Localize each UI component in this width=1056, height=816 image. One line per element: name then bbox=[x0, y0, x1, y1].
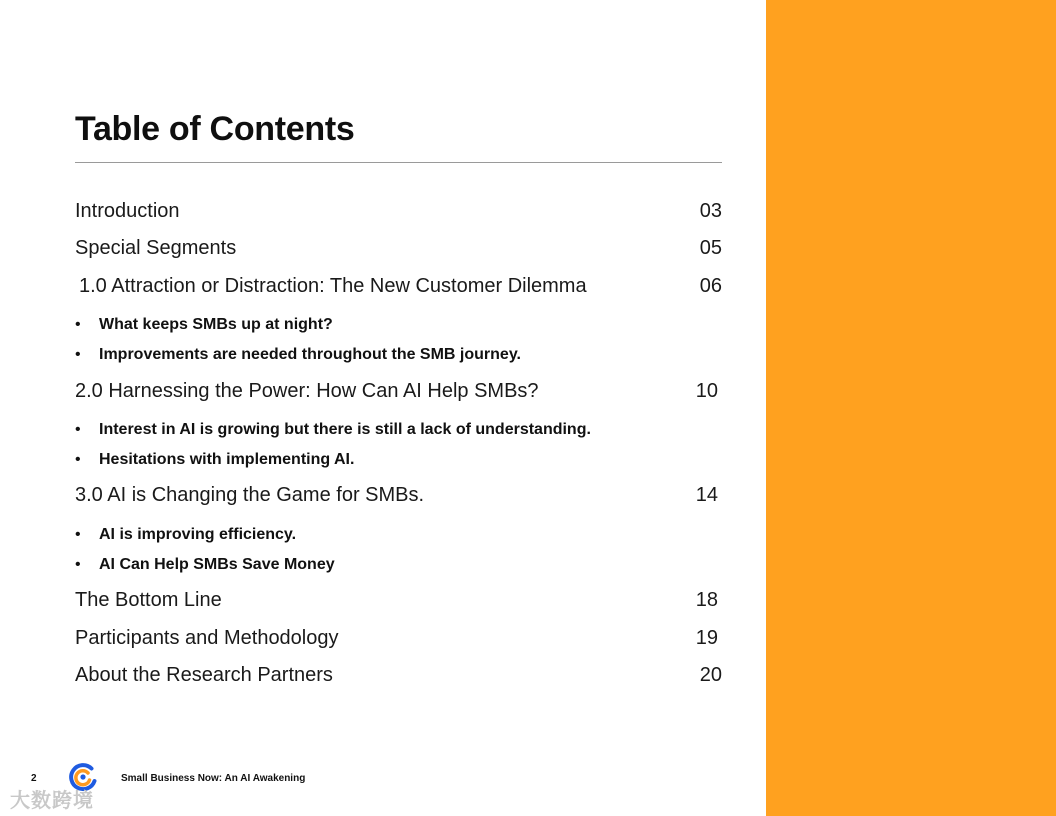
toc-entry-bottom-line[interactable] bbox=[75, 589, 722, 615]
bullet-text: AI is improving efficiency. bbox=[99, 526, 297, 543]
watermark: 大数跨境 bbox=[10, 790, 94, 812]
bullet-marker: • bbox=[75, 451, 81, 468]
toc-entry-label: Participants and Methodology bbox=[75, 627, 339, 649]
toc-page-number: 06 bbox=[699, 275, 722, 297]
bullet-marker: • bbox=[75, 556, 81, 573]
toc-entry-section-2[interactable] bbox=[75, 380, 722, 406]
toc-entry-section-1[interactable] bbox=[75, 275, 722, 301]
toc-page-number: 20 bbox=[699, 664, 722, 686]
toc-entry-methodology[interactable] bbox=[75, 627, 722, 653]
toc-entry-label: 3.0 AI is Changing the Game for SMBs. bbox=[75, 484, 425, 506]
toc-entry-label: The Bottom Line bbox=[75, 589, 222, 611]
page-title: Table of Contents bbox=[75, 110, 355, 148]
toc-entry-label: About the Research Partners bbox=[75, 664, 333, 686]
bullet-marker: • bbox=[75, 526, 81, 543]
toc-page-number: 03 bbox=[699, 200, 722, 222]
toc-page-number: 05 bbox=[699, 237, 722, 259]
toc-page-number: 14 bbox=[695, 484, 718, 506]
toc-entry-label: Special Segments bbox=[75, 237, 237, 259]
bullet-text: AI Can Help SMBs Save Money bbox=[99, 556, 335, 573]
toc-page-number: 10 bbox=[695, 380, 718, 402]
title-divider bbox=[75, 162, 722, 163]
footer-page-number: 2 bbox=[31, 773, 37, 784]
bullet-text: Hesitations with implementing AI. bbox=[99, 451, 355, 468]
bullet-text: What keeps SMBs up at night? bbox=[99, 316, 333, 333]
toc-page-number: 18 bbox=[695, 589, 718, 611]
bullet-text: Interest in AI is growing but there is still a lack of understanding. bbox=[99, 421, 591, 438]
footer-publication-title: Small Business Now: An AI Awakening bbox=[121, 773, 306, 784]
toc-entry-label: 1.0 Attraction or Distraction: The New Customer Dilemma bbox=[79, 275, 587, 297]
orange-side-panel bbox=[766, 0, 1056, 816]
toc-entry-special-segments[interactable] bbox=[75, 237, 722, 263]
bullet-marker: • bbox=[75, 316, 81, 333]
bullet-text: Improvements are needed throughout the SMB journey. bbox=[99, 346, 521, 363]
toc-entry-label: Introduction bbox=[75, 200, 180, 222]
bullet-marker: • bbox=[75, 346, 81, 363]
toc-entry-research-partners[interactable] bbox=[75, 664, 722, 690]
toc-page-number: 19 bbox=[695, 627, 718, 649]
toc-entry-label: 2.0 Harnessing the Power: How Can AI Help SMBs? bbox=[75, 380, 539, 402]
bullet-marker: • bbox=[75, 421, 81, 438]
toc-entry-section-3[interactable] bbox=[75, 484, 722, 510]
toc-entry-introduction[interactable] bbox=[75, 200, 722, 226]
